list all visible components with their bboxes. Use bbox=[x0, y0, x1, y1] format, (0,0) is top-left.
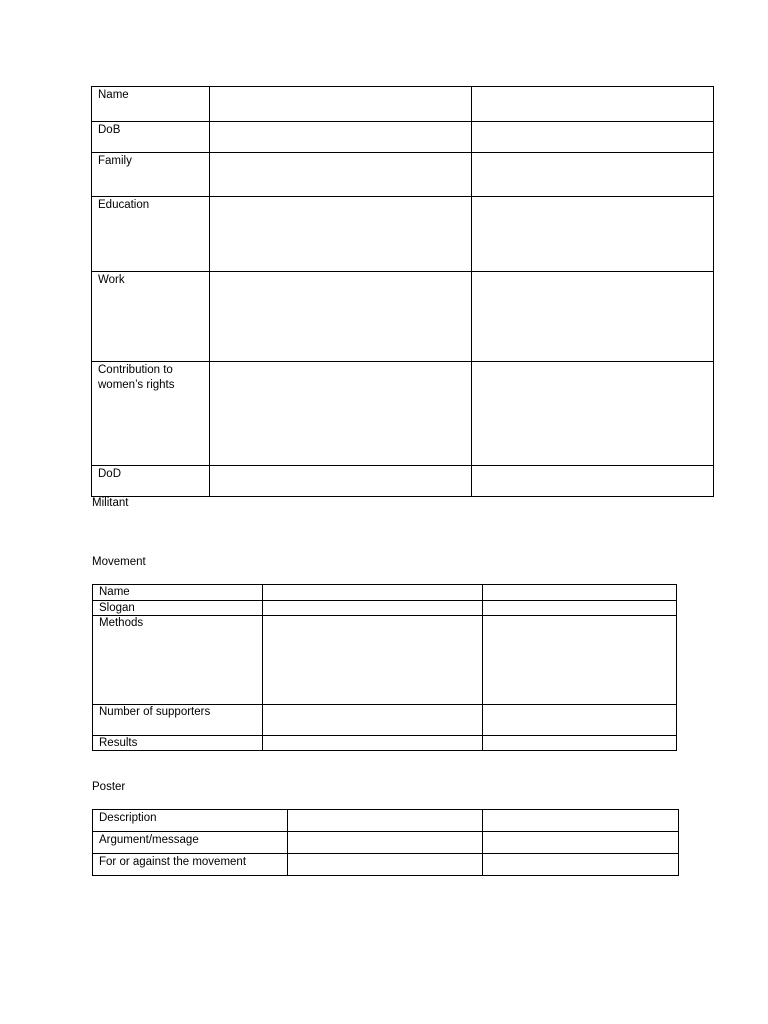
profile-table bbox=[91, 86, 714, 497]
cell-description-2[interactable] bbox=[483, 810, 679, 832]
cell-contribution-1[interactable] bbox=[210, 362, 472, 466]
row-label-dob: DoB bbox=[92, 122, 210, 153]
cell-methods-2[interactable] bbox=[483, 616, 677, 705]
table-row bbox=[92, 87, 714, 122]
table-row bbox=[93, 616, 677, 705]
cell-dod-1[interactable] bbox=[210, 466, 472, 497]
cell-work-2[interactable] bbox=[472, 272, 714, 362]
row-label-education: Education bbox=[92, 197, 210, 272]
row-label-supporters: Number of supporters bbox=[93, 705, 263, 736]
cell-description-1[interactable] bbox=[288, 810, 483, 832]
table-row bbox=[93, 585, 677, 601]
cell-contribution-2[interactable] bbox=[472, 362, 714, 466]
cell-results-2[interactable] bbox=[483, 736, 677, 751]
table-row bbox=[92, 466, 714, 497]
cell-results-1[interactable] bbox=[263, 736, 483, 751]
table-row bbox=[93, 601, 677, 616]
table-row bbox=[93, 736, 677, 751]
cell-slogan-1[interactable] bbox=[263, 601, 483, 616]
cell-family-2[interactable] bbox=[472, 153, 714, 197]
cell-for-against-1[interactable] bbox=[288, 854, 483, 876]
table-row bbox=[93, 810, 679, 832]
row-label-results: Results bbox=[93, 736, 263, 751]
cell-argument-1[interactable] bbox=[288, 832, 483, 854]
poster-table bbox=[92, 809, 679, 876]
cell-name-1[interactable] bbox=[210, 87, 472, 122]
cell-family-1[interactable] bbox=[210, 153, 472, 197]
table-row bbox=[92, 153, 714, 197]
row-label-family: Family bbox=[92, 153, 210, 197]
cell-supporters-2[interactable] bbox=[483, 705, 677, 736]
cell-name-2[interactable] bbox=[472, 87, 714, 122]
cell-education-2[interactable] bbox=[472, 197, 714, 272]
table-row bbox=[92, 197, 714, 272]
row-label-name: Name bbox=[92, 87, 210, 122]
caption-poster: Poster bbox=[92, 781, 126, 793]
row-label-methods: Methods bbox=[93, 616, 263, 705]
row-label-movement-name: Name bbox=[93, 585, 263, 601]
cell-slogan-2[interactable] bbox=[483, 601, 677, 616]
table-row bbox=[93, 832, 679, 854]
row-label-dod: DoD bbox=[92, 466, 210, 497]
row-label-for-against: For or against the movement bbox=[93, 854, 288, 876]
caption-movement: Movement bbox=[92, 556, 146, 568]
cell-methods-1[interactable] bbox=[263, 616, 483, 705]
table-row bbox=[92, 272, 714, 362]
caption-militant: Militant bbox=[92, 497, 129, 509]
cell-dob-1[interactable] bbox=[210, 122, 472, 153]
row-label-slogan: Slogan bbox=[93, 601, 263, 616]
movement-table bbox=[92, 584, 677, 751]
cell-supporters-1[interactable] bbox=[263, 705, 483, 736]
cell-work-1[interactable] bbox=[210, 272, 472, 362]
cell-dob-2[interactable] bbox=[472, 122, 714, 153]
table-row bbox=[93, 705, 677, 736]
row-label-argument: Argument/message bbox=[93, 832, 288, 854]
table-row bbox=[92, 122, 714, 153]
row-label-work: Work bbox=[92, 272, 210, 362]
table-row bbox=[92, 362, 714, 466]
cell-for-against-2[interactable] bbox=[483, 854, 679, 876]
row-label-contribution: Contribution to women’s rights bbox=[92, 362, 210, 466]
cell-education-1[interactable] bbox=[210, 197, 472, 272]
table-row bbox=[93, 854, 679, 876]
cell-dod-2[interactable] bbox=[472, 466, 714, 497]
cell-movement-name-1[interactable] bbox=[263, 585, 483, 601]
row-label-description: Description bbox=[93, 810, 288, 832]
cell-movement-name-2[interactable] bbox=[483, 585, 677, 601]
cell-argument-2[interactable] bbox=[483, 832, 679, 854]
